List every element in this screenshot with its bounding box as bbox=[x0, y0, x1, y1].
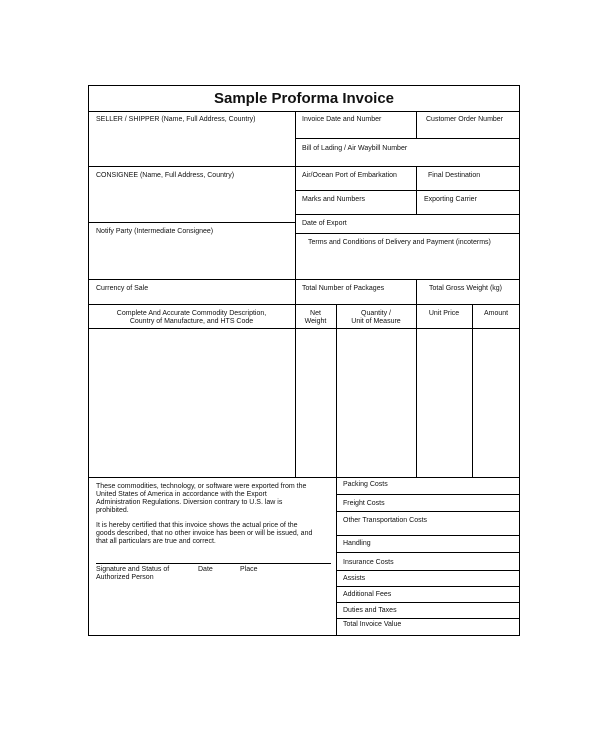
divider bbox=[336, 304, 337, 636]
divider bbox=[416, 166, 417, 214]
net-weight-header-line2: Weight bbox=[304, 318, 327, 325]
exporting-carrier-label: Exporting Carrier bbox=[424, 196, 477, 203]
description-header-line1: Complete And Accurate Commodity Description, bbox=[116, 310, 267, 317]
terms-conditions-label: Terms and Conditions of Delivery and Payment (incoterms) bbox=[308, 239, 491, 246]
divider bbox=[336, 511, 520, 512]
amount-header: Amount bbox=[483, 310, 509, 317]
total-invoice-value-label: Total Invoice Value bbox=[343, 621, 402, 628]
divider bbox=[336, 552, 520, 553]
insurance-costs-label: Insurance Costs bbox=[343, 559, 394, 566]
divider bbox=[295, 190, 520, 191]
signature-line bbox=[96, 563, 331, 564]
currency-of-sale-label: Currency of Sale bbox=[96, 285, 149, 292]
invoice-date-number-label: Invoice Date and Number bbox=[302, 116, 382, 123]
divider bbox=[88, 304, 520, 305]
packing-costs-label: Packing Costs bbox=[343, 481, 388, 488]
bill-of-lading-label: Bill of Lading / Air Waybill Number bbox=[302, 145, 408, 152]
divider bbox=[295, 214, 520, 215]
divider bbox=[295, 111, 296, 477]
export-notice-line2: United States of America in accordance with the Export bbox=[96, 491, 267, 498]
divider bbox=[88, 477, 520, 478]
consignee-label: CONSIGNEE (Name, Full Address, Country) bbox=[96, 172, 235, 179]
divider bbox=[472, 304, 473, 477]
divider bbox=[88, 279, 520, 280]
divider bbox=[416, 279, 417, 304]
date-of-export-label: Date of Export bbox=[302, 220, 347, 227]
notify-party-label: Notify Party (Intermediate Consignee) bbox=[96, 228, 214, 235]
invoice-form bbox=[88, 85, 520, 636]
export-notice-line1: These commodities, technology, or software were exported from the bbox=[96, 483, 307, 490]
certification-line3: that all particulars are true and correct. bbox=[96, 538, 216, 545]
handling-label: Handling bbox=[343, 540, 371, 547]
assists-label: Assists bbox=[343, 575, 366, 582]
divider bbox=[336, 586, 520, 587]
divider bbox=[336, 618, 520, 619]
signature-label-line1: Signature and Status of bbox=[96, 566, 170, 573]
divider bbox=[295, 138, 520, 139]
total-packages-label: Total Number of Packages bbox=[302, 285, 385, 292]
customer-order-number-label: Customer Order Number bbox=[426, 116, 504, 123]
duties-taxes-label: Duties and Taxes bbox=[343, 607, 397, 614]
divider bbox=[88, 222, 295, 223]
net-weight-header-line1: Net bbox=[310, 310, 321, 317]
quantity-header-line1: Quantity / bbox=[361, 310, 391, 317]
divider bbox=[416, 304, 417, 477]
final-destination-label: Final Destination bbox=[428, 172, 481, 179]
export-notice-line4: prohibited. bbox=[96, 507, 129, 514]
marks-numbers-label: Marks and Numbers bbox=[302, 196, 366, 203]
freight-costs-label: Freight Costs bbox=[343, 500, 385, 507]
seller-label: SELLER / SHIPPER (Name, Full Address, Country) bbox=[96, 116, 256, 123]
quantity-header-line2: Unit of Measure bbox=[351, 318, 401, 325]
divider bbox=[336, 602, 520, 603]
divider bbox=[336, 494, 520, 495]
place-label: Place bbox=[240, 566, 258, 573]
divider bbox=[295, 233, 520, 234]
divider bbox=[336, 570, 520, 571]
unit-price-header: Unit Price bbox=[428, 310, 460, 317]
column-header-divider bbox=[88, 328, 520, 329]
signature-label-line2: Authorized Person bbox=[96, 574, 154, 581]
total-gross-weight-label: Total Gross Weight (kg) bbox=[429, 285, 503, 292]
divider bbox=[336, 535, 520, 536]
export-notice-line3: Administration Regulations. Diversion contrary to U.S. law is bbox=[96, 499, 283, 506]
port-of-embarkation-label: Air/Ocean Port of Embarkation bbox=[302, 172, 397, 179]
divider bbox=[88, 166, 520, 167]
description-header-line2: Country of Manufacture, and HTS Code bbox=[129, 318, 254, 325]
certification-line1: It is hereby certified that this invoice shows the actual price of the bbox=[96, 522, 298, 529]
title-divider bbox=[88, 111, 520, 112]
page-title: Sample Proforma Invoice bbox=[213, 90, 395, 107]
certification-line2: goods described, that no other invoice has been or will be issued, and bbox=[96, 530, 313, 537]
divider bbox=[416, 111, 417, 138]
additional-fees-label: Additional Fees bbox=[343, 591, 392, 598]
date-label: Date bbox=[198, 566, 213, 573]
other-transportation-costs-label: Other Transportation Costs bbox=[343, 517, 428, 524]
